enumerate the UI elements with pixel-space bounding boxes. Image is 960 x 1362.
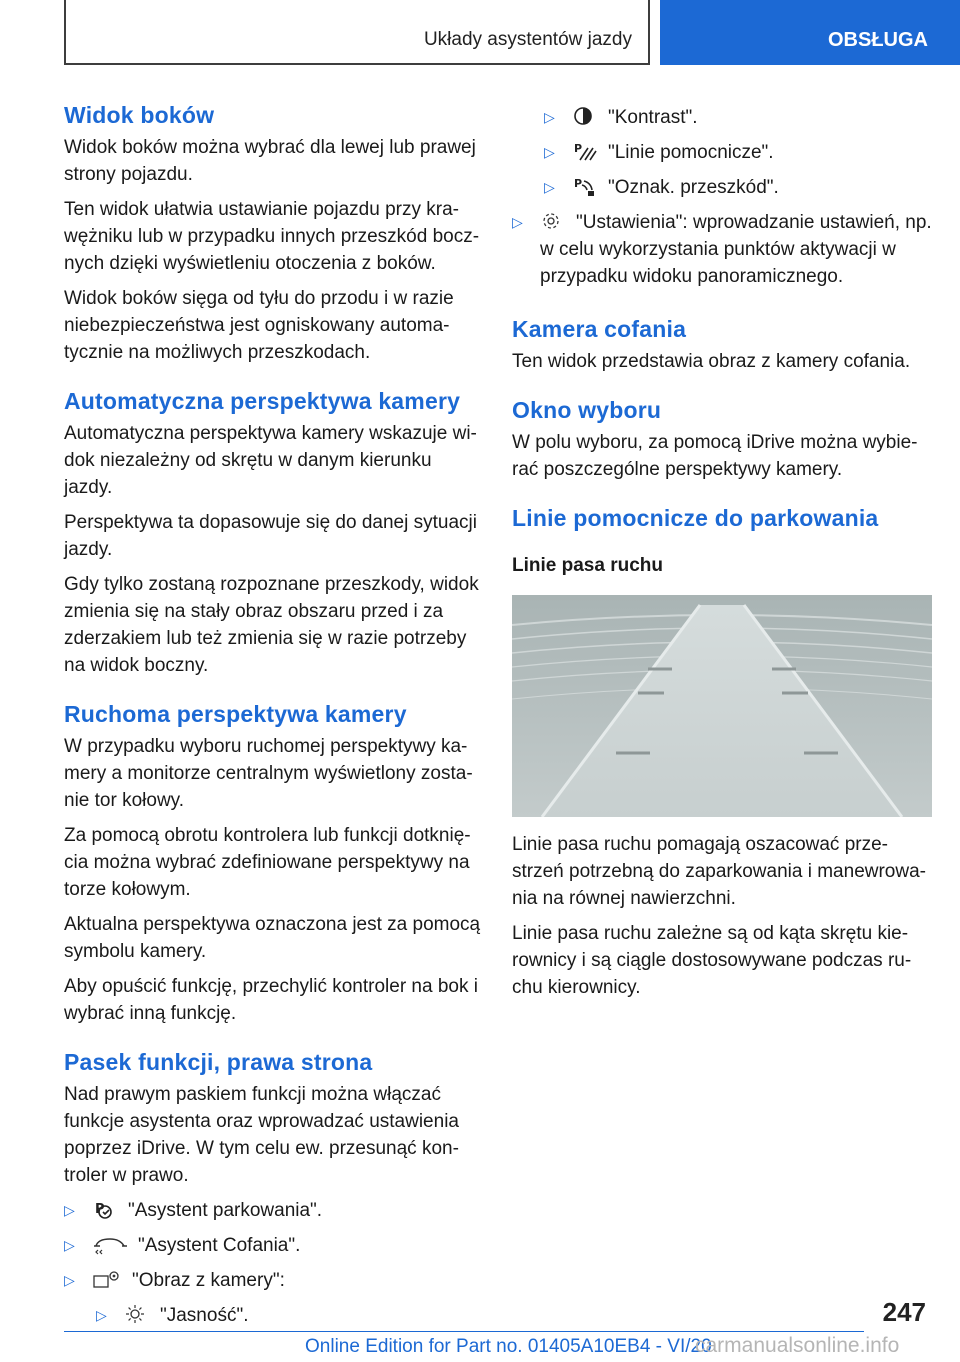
paragraph: Gdy tylko zostaną rozpoznane przeszkody, widok zmienia się na stały obraz obszaru przed i za zderzakiem lub też zmienia się w razie potrzeby na widok boczny. — [64, 574, 479, 676]
footer-divider — [64, 1331, 864, 1332]
paragraph: W polu wyboru, za pomocą iDrive można wybierać poszczególne perspektywy kamery. — [512, 432, 918, 480]
list-item-label: "Ustawienia": wprowadzanie ustawień, np. w celu wykorzystania punktów aktywacji w przypadku widoku panoramicznego. — [540, 212, 932, 287]
list-item-label: "Jasność". — [160, 1305, 249, 1326]
heading-automatyczna-perspektywa: Automatyczna perspektywa kamery — [64, 388, 461, 414]
paragraph: Za pomocą obrotu kontrolera lub funkcji dotknięcia można wybrać zdefiniowane perspektywy na torze kołowym. — [64, 825, 471, 900]
paragraph: Ten widok ułatwia ustawianie pojazdu przy krawężniku lub w przypadku innych przeszkód bocznych dzięki wyświetleniu otoczenia z boków. — [64, 199, 480, 274]
section-okno-wyboru — [512, 395, 932, 483]
section-widok-bokow — [64, 100, 482, 366]
section-linie-pomocnicze — [512, 503, 932, 1001]
obstacle-marking-icon — [572, 175, 598, 197]
camera-settings-icon — [92, 1268, 122, 1290]
list-item — [512, 209, 932, 290]
settings-gear-icon — [540, 210, 566, 232]
svg-text:P: P — [574, 142, 583, 155]
edition-text: Online Edition for Part no. 01405A10EB4 - VI/20 — [305, 1336, 712, 1357]
paragraph: Widok boków sięga od tyłu do przodu i w razie niebezpieczeństwa jest ogniskowany automatycznie na możliwych przeszkodach. — [64, 288, 454, 363]
function-list-continued — [512, 104, 932, 290]
list-item — [96, 1302, 482, 1329]
section-kamera-cofania — [512, 314, 932, 375]
heading-okno-wyboru: Okno wyboru — [512, 397, 662, 423]
paragraph: Linie pasa ruchu zależne są od kąta skrętu kierownicy i są ciągle dostosowywane podczas ruchu kierownicy. — [512, 923, 912, 998]
list-item-label: "Asystent parkowania". — [128, 1200, 323, 1221]
list-item — [544, 104, 932, 131]
bullet-triangle-icon: ▷ — [544, 144, 555, 160]
left-column — [64, 100, 482, 1337]
bullet-triangle-icon: ▷ — [64, 1202, 75, 1218]
svg-text:P: P — [574, 177, 583, 190]
heading-widok-bokow: Widok boków — [64, 102, 215, 128]
parking-assistant-icon — [92, 1198, 118, 1220]
bullet-triangle-icon: ▷ — [512, 214, 523, 230]
section-pasek-funkcji — [64, 1047, 482, 1329]
list-item — [544, 174, 932, 201]
guide-lines-icon — [572, 140, 598, 162]
page-number: 247 — [882, 1297, 926, 1327]
contrast-icon — [572, 105, 598, 127]
list-item — [64, 1267, 482, 1294]
list-item-label: "Linie pomocnicze". — [608, 142, 774, 163]
bullet-triangle-icon: ▷ — [96, 1307, 107, 1323]
reversing-assistant-icon — [92, 1233, 128, 1255]
list-item-label: "Obraz z kamery": — [132, 1270, 285, 1291]
section-automatyczna-perspektywa — [64, 386, 482, 679]
bullet-triangle-icon: ▷ — [544, 109, 555, 125]
bullet-triangle-icon: ▷ — [64, 1237, 75, 1253]
heading-ruchoma-perspektywa: Ruchoma perspektywa kamery — [64, 701, 407, 727]
chapter-tab-label: OBSŁUGA — [828, 29, 928, 51]
paragraph: Nad prawym paskiem funkcji można włączać funkcje asystenta oraz wprowadzać ustawienia poprzez iDrive. W tym celu ew. przesunąć kontroler w prawo. — [64, 1084, 459, 1186]
function-list — [64, 1197, 482, 1329]
heading-kamera-cofania: Kamera cofania — [512, 316, 687, 342]
paragraph: Linie pasa ruchu pomagają oszacować przestrzeń potrzebną do zaparkowania i manewrowania na równej nawierzchni. — [512, 834, 926, 909]
header-section-box — [64, 0, 650, 65]
list-item-label: "Oznak. przeszkód". — [608, 177, 779, 198]
paragraph: Aktualna perspektywa oznaczona jest za pomocą symbolu kamery. — [64, 914, 481, 962]
heading-linie-pomocnicze: Linie pomocnicze do parkowania — [512, 505, 879, 531]
paragraph: Widok boków można wybrać dla lewej lub prawej strony pojazdu. — [64, 137, 476, 185]
list-item-label: "Asystent Cofania". — [138, 1235, 301, 1256]
paragraph: W przypadku wyboru ruchomej perspektywy kamery a monitorze centralnym wyświetlony zostanie tor kołowy. — [64, 736, 473, 811]
bullet-triangle-icon: ▷ — [544, 179, 555, 195]
section-title: Układy asystentów jazdy — [423, 29, 632, 50]
list-item-label: "Kontrast". — [608, 107, 698, 128]
brightness-icon — [124, 1303, 150, 1325]
watermark: carmanualsonline.info — [695, 1334, 900, 1357]
chapter-tab — [660, 0, 960, 65]
list-item — [544, 139, 932, 166]
lane-lines-illustration — [512, 595, 932, 817]
paragraph: Aby opuścić funkcję, przechylić kontroler na bok i wybrać inną funkcję. — [64, 976, 478, 1024]
paragraph: Perspektywa ta dopasowuje się do danej sytuacji jazdy. — [64, 512, 477, 560]
section-ruchoma-perspektywa — [64, 699, 482, 1027]
subheading-linie-pasa-ruchu: Linie pasa ruchu — [512, 555, 663, 576]
list-item — [64, 1197, 482, 1224]
bullet-triangle-icon: ▷ — [64, 1272, 75, 1288]
list-item — [64, 1232, 482, 1259]
svg-text:P: P — [95, 1202, 105, 1217]
paragraph: Ten widok przedstawia obraz z kamery cofania. — [512, 351, 911, 372]
heading-pasek-funkcji: Pasek funkcji, prawa strona — [64, 1049, 373, 1075]
right-column — [512, 100, 932, 1009]
paragraph: Automatyczna perspektywa kamery wskazuje widok niezależny od skrętu w danym kierunku jazdy. — [64, 423, 477, 498]
